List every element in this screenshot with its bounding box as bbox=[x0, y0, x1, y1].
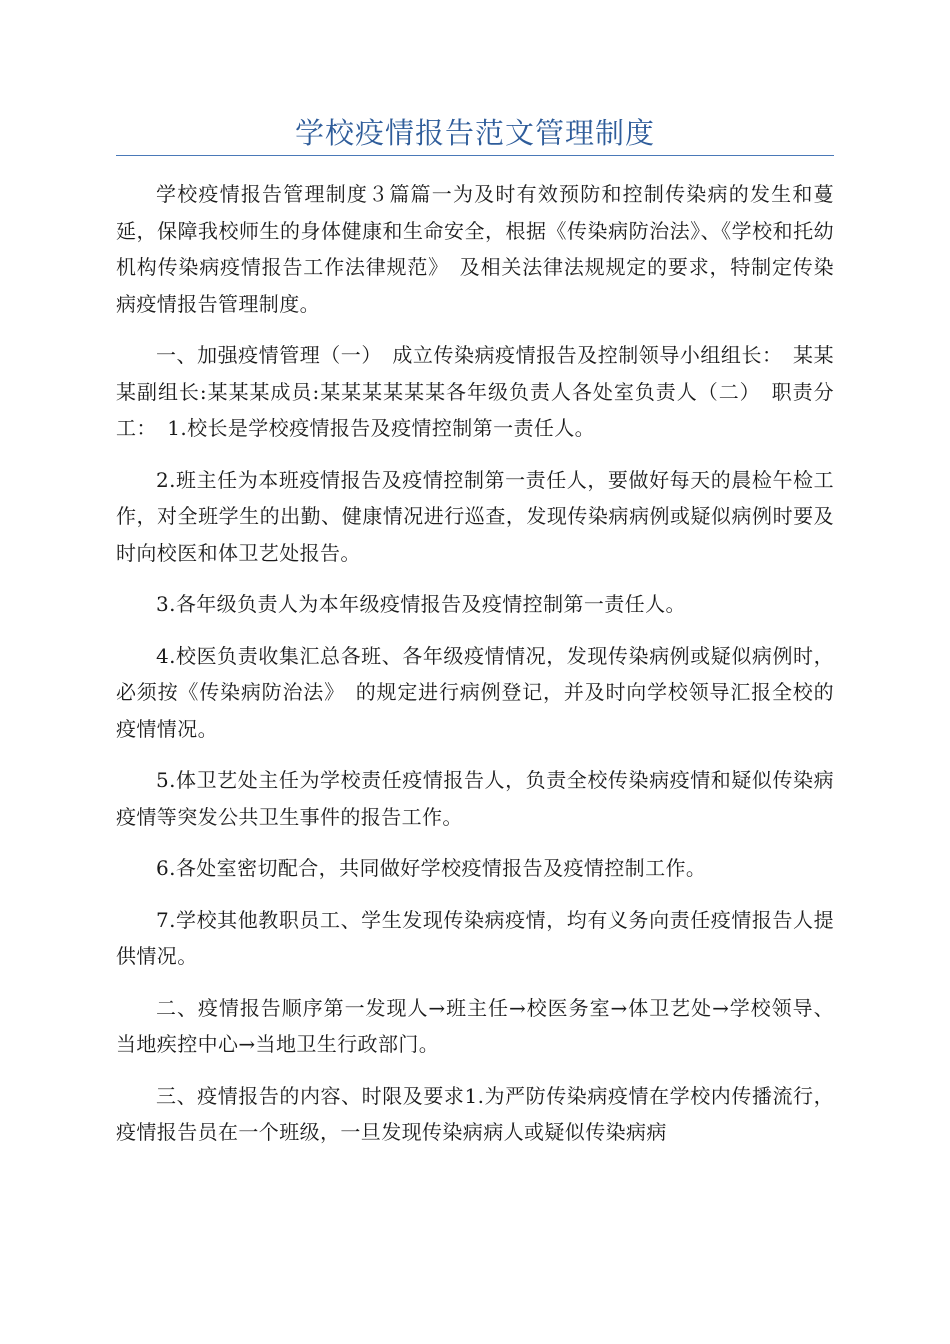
document-body bbox=[116, 176, 834, 1166]
paragraph-item-2: 2.班主任为本班疫情报告及疫情控制第一责任人，要做好每天的晨检午检工作，对全班学生的出勤、健康情况进行巡查，发现传染病病例或疑似病例时要及时向校医和体卫艺处报告。 bbox=[116, 467, 834, 565]
document-title: 学校疫情报告范文管理制度 bbox=[294, 116, 655, 150]
paragraph-section-2: 二、疫情报告顺序第一发现人→班主任→校医务室→体卫艺处→学校领导、当地疾控中心→当地卫生行政部门。 bbox=[116, 995, 834, 1056]
paragraph-item-6: 6.各处室密切配合，共同做好学校疫情报告及疫情控制工作。 bbox=[156, 856, 707, 880]
paragraph-item-7: 7.学校其他教职员工、学生发现传染病疫情，均有义务向责任疫情报告人提供情况。 bbox=[116, 907, 834, 968]
paragraph-item-4: 4.校医负责收集汇总各班、各年级疫情情况，发现传染病例或疑似病例时，必须按《传染病防治法》 的规定进行病例登记，并及时向学校领导汇报全校的疫情情况。 bbox=[116, 643, 834, 741]
title-underline bbox=[116, 155, 834, 156]
paragraph-item-5: 5.体卫艺处主任为学校责任疫情报告人，负责全校传染病疫情和疑似传染病疫情等突发公共卫生事件的报告工作。 bbox=[116, 768, 834, 829]
paragraph-section-1: 一、加强疫情管理（一） 成立传染病疫情报告及控制领导小组组长： 某某某副组长:某某某成员:某某某某某某各年级负责人各处室负责人（二） 职责分工： 1.校长是学校疫情报告及疫情控制第一责任人。 bbox=[116, 343, 834, 440]
paragraph-item-3: 3.各年级负责人为本年级疫情报告及疫情控制第一责任人。 bbox=[156, 592, 686, 616]
paragraph-intro: 学校疫情报告管理制度３篇篇一为及时有效预防和控制传染病的发生和蔓延，保障我校师生的身体健康和生命安全，根据《传染病防治法》、《学校和托幼机构传染病疫情报告工作法律规范》 及相关法律法规规定的要求，特制定传染病疫情报告管理制度。 bbox=[116, 182, 834, 316]
paragraph-section-3: 三、疫情报告的内容、时限及要求1.为严防传染病疫情在学校内传播流行，疫情报告员在一个班级，一旦发现传染病病人或疑似传染病病 bbox=[116, 1083, 834, 1144]
